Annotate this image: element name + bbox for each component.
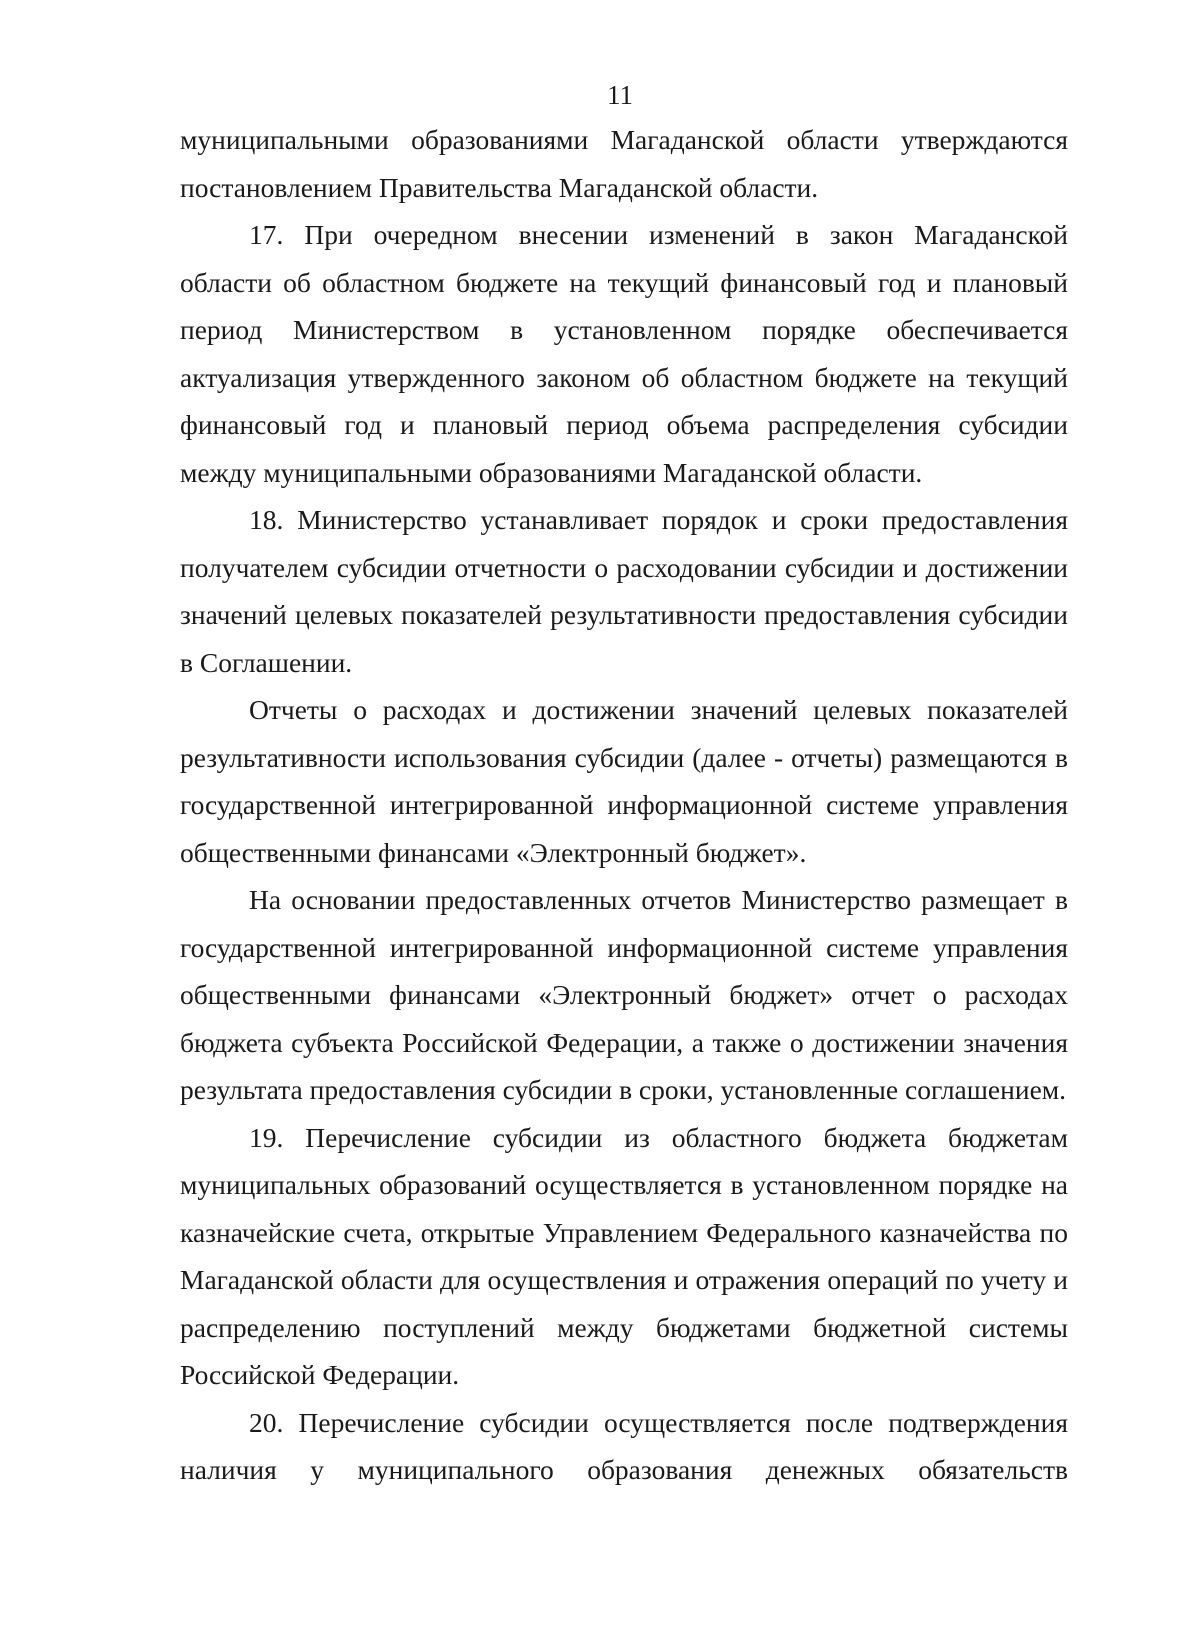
paragraph-reports-placement: На основании предоставленных отчетов Министерство размещает в государственной интегрированной информационной системе управления общественными финансами «Электронный бюджет» отчет о расходах бюджета субъекта Российской Федерации, а также о достижении значения результата предоставления субсидии в сроки, установленные соглашением. xyxy=(180,884,1068,1105)
paragraph-continuation: муниципальными образованиями Магаданской области утверждаются постановлением Правительства Магаданской области. xyxy=(180,124,1068,203)
document-body xyxy=(180,116,1068,1494)
paragraph-17: 17. При очередном внесении изменений в закон Магаданской области об областном бюджете на текущий финансовый год и плановый период Министерством в установленном порядке обеспечивается актуализация утвержденного законом об областном бюджете на текущий финансовый год и плановый период объема распределения субсидии между муниципальными образованиями Магаданской области. xyxy=(180,219,1068,488)
page-number: 11 xyxy=(607,80,633,110)
paragraph-20: 20. Перечисление субсидии осуществляется после подтверждения наличия у муниципального образования денежных обязательств xyxy=(180,1406,1068,1485)
paragraph-18: 18. Министерство устанавливает порядок и сроки предоставления получателем субсидии отчетности о расходовании субсидии и достижении значений целевых показателей результативности предоставления субсидии в Соглашении. xyxy=(180,504,1068,678)
paragraph-19: 19. Перечисление субсидии из областного бюджета бюджетам муниципальных образований осуществляется в установленном порядке на казначейские счета, открытые Управлением Федерального казначейства по Магаданской области для осуществления и отражения операций по учету и распределению поступлений между бюджетами бюджетной системы Российской Федерации. xyxy=(180,1121,1068,1390)
paragraph-reports: Отчеты о расходах и достижении значений целевых показателей результативности использования субсидии (далее - отчеты) размещаются в государственной интегрированной информационной системе управления общественными финансами «Электронный бюджет». xyxy=(180,694,1068,868)
